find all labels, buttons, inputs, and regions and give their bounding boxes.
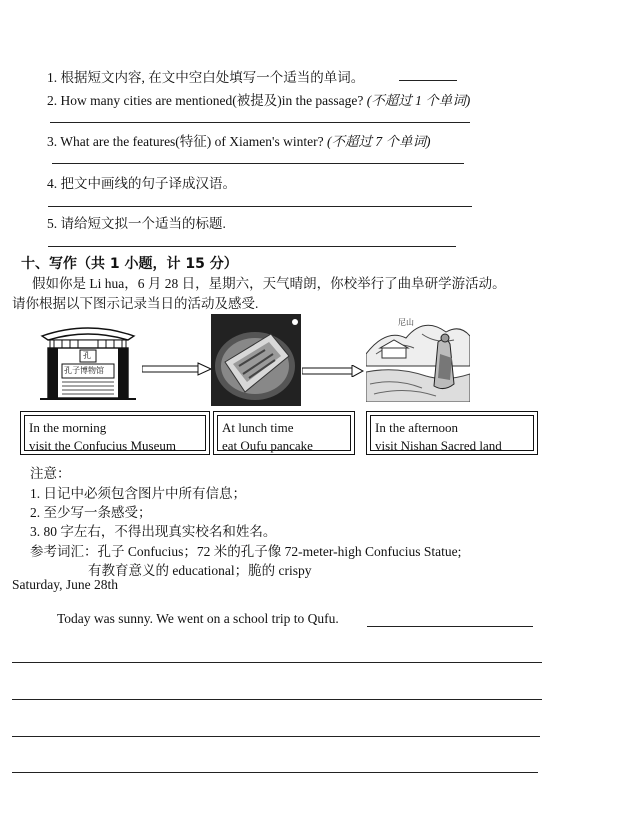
writing-line-0[interactable] xyxy=(367,626,533,627)
box-lunch-line1: At lunch time xyxy=(222,420,294,435)
diary-date: Saturday, June 28th xyxy=(12,577,118,592)
vocab-line-2: 有教育意义的 educational；脆的 crispy xyxy=(88,563,312,578)
box-morning xyxy=(20,411,210,455)
question-5: 5. 请给短文拟一个适当的标题. xyxy=(47,216,226,231)
question-3-note: (不超过 7 个单词) xyxy=(326,134,431,149)
writing-line-1[interactable] xyxy=(12,662,542,663)
diary-start: Today was sunny. We went on a school trip to Qufu. xyxy=(57,611,339,626)
writing-line-2[interactable] xyxy=(12,699,542,700)
writing-line-4[interactable] xyxy=(12,772,538,773)
writing-prompt-2: 请你根据以下图示记录当日的活动及感受. xyxy=(12,296,259,311)
nishan-picture xyxy=(366,314,470,402)
question-3 xyxy=(47,130,430,150)
answer-line-4[interactable] xyxy=(48,206,472,207)
museum-sign: 孔子博物馆 xyxy=(64,366,104,375)
question-2-note: (不超过 1 个单词) xyxy=(366,93,471,108)
box-afternoon-line1: In the afternoon xyxy=(375,420,459,435)
note-1: 1. 日记中必须包含图片中所有信息； xyxy=(30,486,246,501)
note-3: 3. 80 字左右，不得出现真实校名和姓名。 xyxy=(30,524,277,539)
box-afternoon xyxy=(366,411,538,455)
pancake-picture xyxy=(211,314,301,406)
answer-line-5[interactable] xyxy=(48,246,456,247)
writing-heading: 十、写作（共 1 小题，计 15 分） xyxy=(21,256,238,272)
answer-line-1[interactable] xyxy=(399,80,457,81)
answer-line-2[interactable] xyxy=(50,122,470,123)
mountain-label: 尼山 xyxy=(398,318,414,327)
box-morning-line2: visit the Confucius Museum xyxy=(29,438,176,453)
answer-line-3[interactable] xyxy=(52,163,464,164)
question-2 xyxy=(47,89,470,109)
museum-sign-top: 孔 xyxy=(83,351,91,360)
writing-prompt-1: 假如你是 Li hua，6 月 28 日，星期六，天气晴朗，你校举行了曲阜研学游活动。 xyxy=(32,276,506,291)
question-3-text: 3. What are the features(特征) of Xiamen's winter? xyxy=(47,134,327,149)
question-2-text: 2. How many cities are mentioned(被提及)in the passage? xyxy=(47,93,367,108)
writing-line-3[interactable] xyxy=(12,736,540,737)
box-afternoon-line2: visit Nishan Sacred land xyxy=(375,438,502,453)
box-lunch-line2: eat Oufu pancake xyxy=(222,438,313,453)
notes-title: 注意： xyxy=(30,466,71,481)
note-2: 2. 至少写一条感受； xyxy=(30,505,152,520)
question-1: 1. 根据短文内容, 在文中空白处填写一个适当的单词。 xyxy=(47,70,365,85)
box-lunch xyxy=(213,411,355,455)
box-morning-line1: In the morning xyxy=(29,420,107,435)
vocab-line-1: 参考词汇：孔子 Confucius；72 米的孔子像 72-meter-high Confucius Statue; xyxy=(30,544,462,559)
arrow-2-icon xyxy=(302,365,364,377)
question-4: 4. 把文中画线的句子译成汉语。 xyxy=(47,176,236,191)
arrow-1-icon xyxy=(142,362,212,376)
